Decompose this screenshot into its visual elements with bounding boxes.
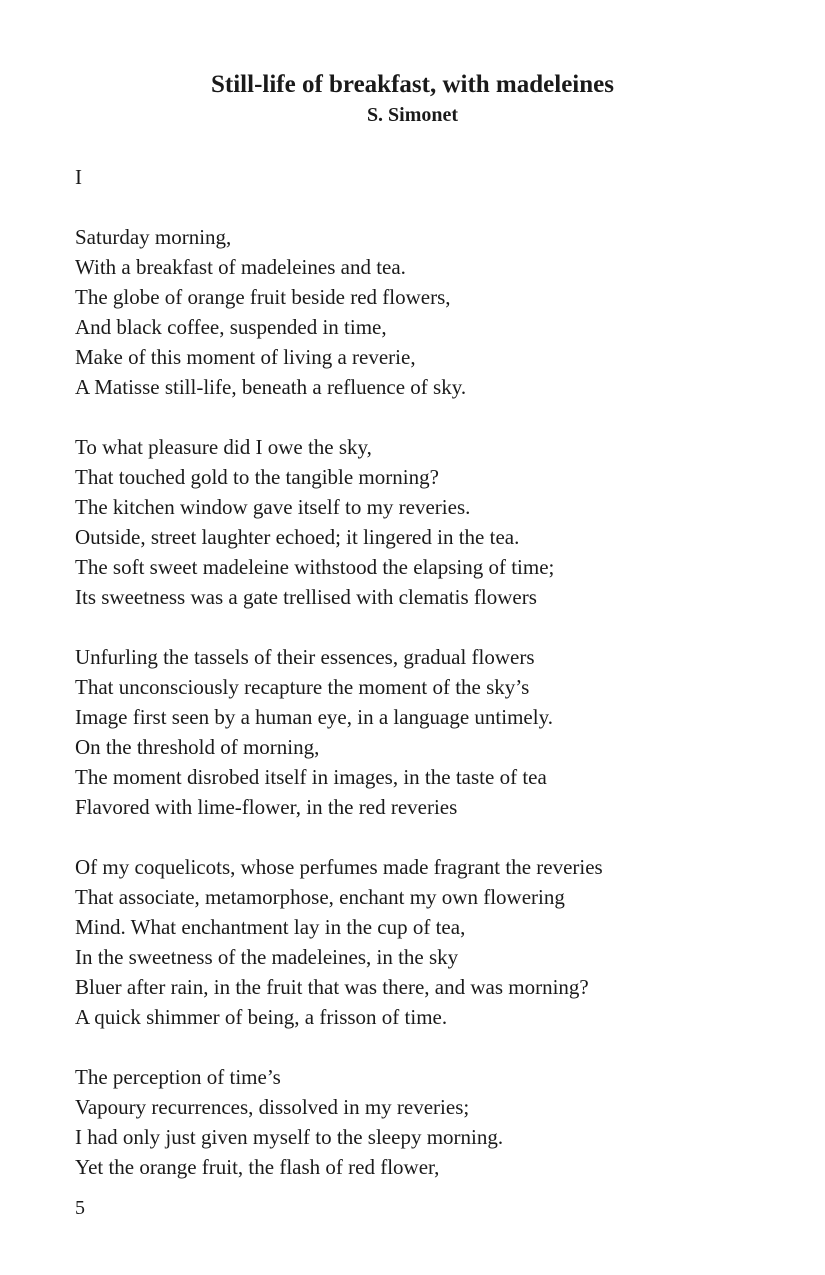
- poem-line: Yet the orange fruit, the flash of red flower,: [75, 1155, 440, 1179]
- poem-line: Make of this moment of living a reverie,: [75, 345, 416, 369]
- poem-line: That unconsciously recapture the moment of the sky’s: [75, 675, 530, 699]
- poem-line: On the threshold of morning,: [75, 735, 320, 759]
- poem-line: The perception of time’s: [75, 1065, 281, 1089]
- poem-line: To what pleasure did I owe the sky,: [75, 435, 372, 459]
- poem-body: [75, 222, 775, 1212]
- poem-title: Still-life of breakfast, with madeleines: [211, 71, 614, 98]
- poem-line: Of my coquelicots, whose perfumes made fragrant the reveries: [75, 855, 603, 879]
- stanza-4: [75, 852, 775, 1032]
- poem-line: Flavored with lime-flower, in the red reveries: [75, 795, 458, 819]
- stanza-2: [75, 432, 775, 612]
- page-number: 5: [75, 1197, 85, 1219]
- poem-line: The moment disrobed itself in images, in the taste of tea: [75, 765, 547, 789]
- poem-line: Image first seen by a human eye, in a language untimely.: [75, 705, 553, 729]
- poem-line: Mind. What enchantment lay in the cup of tea,: [75, 915, 466, 939]
- poem-line: I had only just given myself to the sleepy morning.: [75, 1125, 504, 1149]
- poem-line: Vapoury recurrences, dissolved in my reveries;: [75, 1095, 470, 1119]
- poem-line: A quick shimmer of being, a frisson of time.: [75, 1005, 448, 1029]
- section-numeral: I: [75, 165, 82, 189]
- poem-line: That associate, metamorphose, enchant my own flowering: [75, 885, 565, 909]
- stanza-3: [75, 642, 775, 822]
- poem-line: The kitchen window gave itself to my reveries.: [75, 495, 471, 519]
- poem-line: Its sweetness was a gate trellised with clematis flowers: [75, 585, 537, 609]
- stanza-1: [75, 222, 775, 402]
- poem-line: And black coffee, suspended in time,: [75, 315, 387, 339]
- poem-author: S. Simonet: [366, 104, 459, 126]
- poem-line: In the sweetness of the madeleines, in the sky: [75, 945, 459, 969]
- poem-line: Unfurling the tassels of their essences, gradual flowers: [75, 645, 535, 669]
- stanza-5: [75, 1062, 775, 1182]
- poem-line: Saturday morning,: [75, 225, 232, 249]
- poem-line: A Matisse still-life, beneath a refluence of sky.: [75, 375, 467, 399]
- poem-line: That touched gold to the tangible morning?: [75, 465, 439, 489]
- poem-line: With a breakfast of madeleines and tea.: [75, 255, 406, 279]
- poem-line: Bluer after rain, in the fruit that was there, and was morning?: [75, 975, 589, 999]
- poem-line: The globe of orange fruit beside red flowers,: [75, 285, 451, 309]
- poem-line: Outside, street laughter echoed; it lingered in the tea.: [75, 525, 520, 549]
- poem-line: The soft sweet madeleine withstood the elapsing of time;: [75, 555, 555, 579]
